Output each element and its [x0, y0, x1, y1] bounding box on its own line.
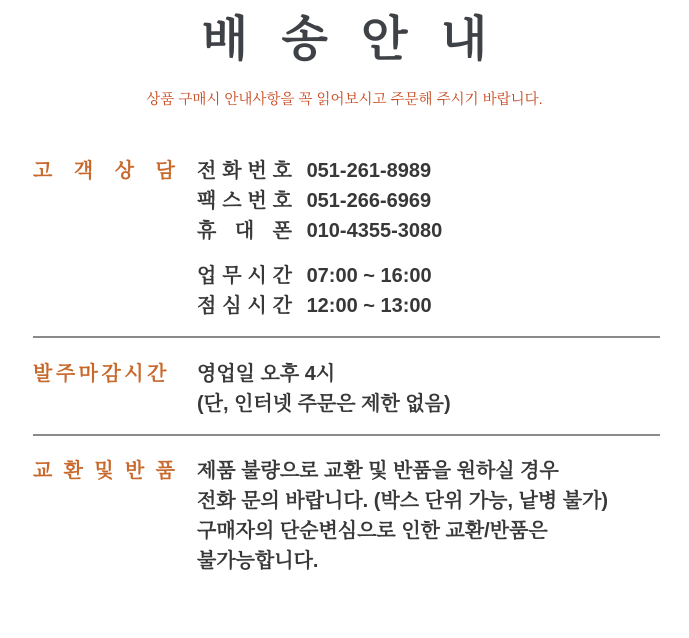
info-row-fax: [197, 186, 442, 216]
info-key-lunch-hours: 점 심 시 간: [197, 295, 292, 317]
exchange-line-1: 제품 불량으로 교환 및 반품을 원하실 경우: [197, 460, 559, 482]
section-label-order-deadline: 발주마감시간: [33, 363, 170, 385]
section-body-exchange-return: [197, 456, 608, 576]
section-body-order-deadline: [197, 359, 451, 419]
deadline-line-2: (단, 인터넷 주문은 제한 없음): [197, 393, 451, 415]
info-row-lunch-hours: [197, 291, 442, 321]
page-title: 배 송 안 내: [201, 13, 498, 66]
info-value-lunch-hours: 12:00 ~ 13:00: [306, 295, 432, 317]
info-row-business-hours: [197, 261, 442, 291]
info-value-fax: 051-266-6969: [306, 190, 432, 212]
exchange-line-2: 전화 문의 바랍니다. (박스 단위 가능, 낱병 불가): [197, 490, 609, 512]
divider: [33, 336, 660, 338]
info-value-business-hours: 07:00 ~ 16:00: [306, 265, 432, 287]
section-body-customer-service: [197, 156, 442, 321]
section-order-deadline: [0, 359, 689, 419]
info-key-phone: 전 화 번 호: [197, 160, 292, 182]
info-key-business-hours: 업 무 시 간: [197, 265, 292, 287]
info-value-phone: 051-261-8989: [306, 160, 432, 182]
info-row-phone: [197, 156, 442, 186]
exchange-line-3: 구매자의 단순변심으로 인한 교환/반품은: [197, 520, 548, 542]
section-customer-service: [0, 156, 689, 321]
info-row-mobile: [197, 216, 442, 246]
divider: [33, 434, 660, 436]
exchange-line-4: 불가능합니다.: [197, 550, 319, 572]
section-label-customer-service: 고 객 상 담: [33, 160, 175, 182]
section-exchange-return: [0, 456, 689, 576]
info-value-mobile: 010-4355-3080: [306, 220, 443, 242]
deadline-line-1: 영업일 오후 4시: [197, 363, 336, 385]
section-label-exchange-return: 교 환 및 반 품: [33, 460, 175, 482]
info-key-mobile: 휴 대 폰: [197, 220, 292, 242]
page-subtitle: 상품 구매시 안내사항을 꼭 읽어보시고 주문해 주시기 바랍니다.: [146, 92, 543, 108]
info-key-fax: 팩 스 번 호: [197, 190, 292, 212]
